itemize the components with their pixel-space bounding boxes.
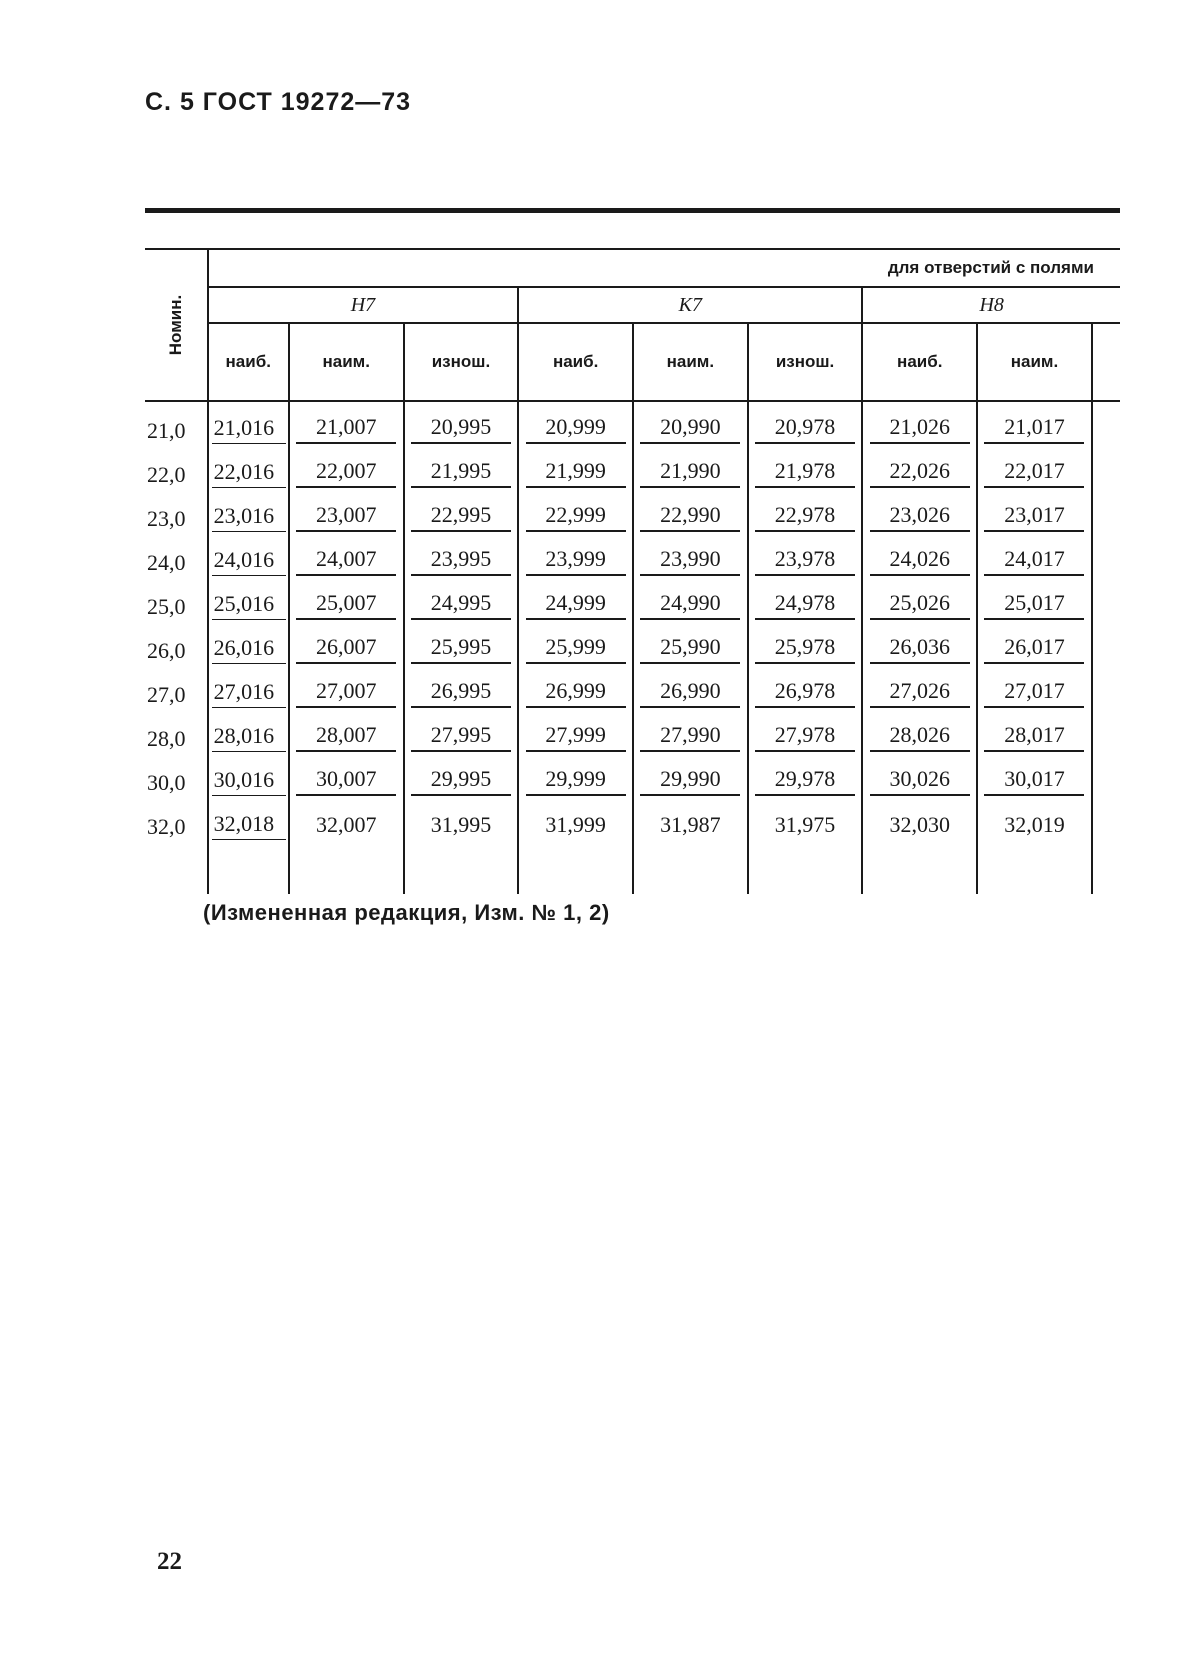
empty-cell [1092, 490, 1120, 534]
tolerance-table [145, 248, 1120, 894]
value-cell [748, 401, 863, 446]
value-cell [748, 534, 863, 578]
sub-header-h7-1: наим. [289, 323, 404, 401]
value-text: 29,990 [640, 766, 740, 796]
value-text: 30,007 [296, 766, 396, 796]
value-cell [289, 401, 404, 446]
value-cell [862, 710, 977, 754]
empty-cell [1092, 622, 1120, 666]
value-cell [289, 534, 404, 578]
value-cell [862, 401, 977, 446]
value-text: 22,978 [755, 502, 855, 532]
value-text: 28,017 [984, 722, 1084, 752]
value-text: 23,026 [870, 502, 970, 532]
empty-cell [1092, 798, 1120, 842]
value-text: 21,990 [640, 458, 740, 488]
value-text: 27,026 [870, 678, 970, 708]
value-cell [289, 798, 404, 842]
value-cell [518, 534, 633, 578]
value-text: 32,007 [315, 812, 377, 837]
nominal-cell: 23,0 [145, 490, 208, 534]
value-cell [404, 754, 519, 798]
value-cell [977, 490, 1092, 534]
group-header-h8: H8 [862, 287, 1120, 323]
value-text: 23,016 [212, 503, 286, 532]
value-cell [518, 666, 633, 710]
filler-cell [404, 842, 519, 894]
value-cell [633, 754, 748, 798]
value-text: 24,007 [296, 546, 396, 576]
value-cell [208, 710, 289, 754]
sub-header-k7-2: изнош. [748, 323, 863, 401]
value-text: 26,999 [526, 678, 626, 708]
value-cell [862, 534, 977, 578]
super-header: для отверстий с полями [208, 249, 1120, 287]
value-text: 21,026 [870, 414, 970, 444]
value-text: 24,990 [640, 590, 740, 620]
tolerance-table-container [145, 248, 1120, 894]
value-cell [748, 754, 863, 798]
value-text: 24,016 [212, 547, 286, 576]
value-cell [518, 754, 633, 798]
value-cell [748, 710, 863, 754]
value-cell [404, 622, 519, 666]
value-cell [208, 798, 289, 842]
value-text: 21,016 [212, 415, 286, 444]
sub-header-h7-0: наиб. [208, 323, 289, 401]
value-cell [977, 401, 1092, 446]
empty-cell [1092, 534, 1120, 578]
value-text: 25,007 [296, 590, 396, 620]
nominal-cell: 32,0 [145, 798, 208, 842]
value-cell [518, 490, 633, 534]
value-cell [208, 534, 289, 578]
value-text: 28,026 [870, 722, 970, 752]
value-cell [518, 798, 633, 842]
value-cell [404, 534, 519, 578]
value-text: 24,978 [755, 590, 855, 620]
nominal-cell: 24,0 [145, 534, 208, 578]
value-cell [977, 578, 1092, 622]
value-text: 25,999 [526, 634, 626, 664]
value-cell [748, 490, 863, 534]
revision-note: (Измененная редакция, Изм. № 1, 2) [203, 900, 610, 925]
value-text: 26,990 [640, 678, 740, 708]
value-cell [289, 754, 404, 798]
group-header-k7: K7 [518, 287, 862, 323]
value-cell [208, 446, 289, 490]
value-text: 32,030 [889, 812, 950, 837]
value-cell [404, 578, 519, 622]
table-row [145, 798, 1120, 842]
top-rule [145, 208, 1120, 213]
value-cell [977, 446, 1092, 490]
value-text: 25,016 [212, 591, 286, 620]
nominal-cell: 26,0 [145, 622, 208, 666]
empty-cell [1092, 710, 1120, 754]
table-row [145, 666, 1120, 710]
filler-cell [208, 842, 289, 894]
nominal-header-cell [145, 249, 208, 401]
value-cell [633, 490, 748, 534]
value-text: 25,995 [411, 634, 511, 664]
value-text: 26,995 [411, 678, 511, 708]
value-text: 29,995 [411, 766, 511, 796]
value-cell [289, 490, 404, 534]
value-text: 22,990 [640, 502, 740, 532]
value-text: 26,017 [984, 634, 1084, 664]
value-text: 27,007 [296, 678, 396, 708]
value-cell [977, 622, 1092, 666]
value-cell [862, 578, 977, 622]
value-cell [748, 666, 863, 710]
page-header: С. 5 ГОСТ 19272—73 [145, 88, 412, 116]
value-text: 22,017 [984, 458, 1084, 488]
filler-row [145, 842, 1120, 894]
sub-header-h8-0: наиб. [862, 323, 977, 401]
table-row [145, 490, 1120, 534]
value-text: 23,999 [526, 546, 626, 576]
value-text: 21,978 [755, 458, 855, 488]
value-cell [518, 622, 633, 666]
value-text: 22,007 [296, 458, 396, 488]
value-text: 27,017 [984, 678, 1084, 708]
value-text: 21,999 [526, 458, 626, 488]
value-text: 24,026 [870, 546, 970, 576]
value-cell [404, 798, 519, 842]
value-cell [862, 666, 977, 710]
filler-cell [862, 842, 977, 894]
value-text: 26,978 [755, 678, 855, 708]
value-text: 27,995 [411, 722, 511, 752]
value-cell [977, 710, 1092, 754]
value-text: 20,990 [640, 414, 740, 444]
value-text: 28,007 [296, 722, 396, 752]
value-text: 31,999 [545, 812, 606, 837]
value-text: 27,990 [640, 722, 740, 752]
value-text: 25,026 [870, 590, 970, 620]
value-cell [748, 446, 863, 490]
value-cell [208, 622, 289, 666]
value-text: 21,017 [984, 414, 1084, 444]
sub-header-h8-1: наим. [977, 323, 1092, 401]
value-text: 21,995 [411, 458, 511, 488]
filler-cell [633, 842, 748, 894]
table-row [145, 534, 1120, 578]
value-text: 29,978 [755, 766, 855, 796]
value-cell [404, 446, 519, 490]
filler-cell [977, 842, 1092, 894]
value-text: 28,016 [212, 723, 286, 752]
value-cell [977, 534, 1092, 578]
value-cell [289, 578, 404, 622]
nominal-header: Номин. [165, 294, 185, 356]
value-text: 22,016 [212, 459, 286, 488]
value-cell [289, 710, 404, 754]
nominal-cell: 27,0 [145, 666, 208, 710]
value-text: 24,995 [411, 590, 511, 620]
value-cell [748, 798, 863, 842]
sub-header-k7-1: наим. [633, 323, 748, 401]
value-text: 29,999 [526, 766, 626, 796]
value-cell [862, 754, 977, 798]
value-text: 32,019 [1004, 812, 1065, 837]
value-text: 23,017 [984, 502, 1084, 532]
value-cell [633, 622, 748, 666]
value-cell [862, 622, 977, 666]
filler-cell [1092, 842, 1120, 894]
nominal-cell: 21,0 [145, 401, 208, 446]
table-row [145, 754, 1120, 798]
sub-header-row [145, 323, 1120, 401]
value-text: 30,017 [984, 766, 1084, 796]
value-cell [748, 578, 863, 622]
value-cell [404, 710, 519, 754]
empty-cell [1092, 401, 1120, 446]
value-cell [404, 401, 519, 446]
value-cell [208, 401, 289, 446]
value-cell [208, 754, 289, 798]
empty-cell [1092, 666, 1120, 710]
value-cell [977, 754, 1092, 798]
value-text: 25,978 [755, 634, 855, 664]
nominal-cell: 28,0 [145, 710, 208, 754]
value-text: 32,018 [212, 811, 286, 840]
sub-header-empty [1092, 323, 1120, 401]
value-text: 21,007 [296, 414, 396, 444]
value-text: 27,999 [526, 722, 626, 752]
filler-cell [145, 842, 208, 894]
value-cell [518, 710, 633, 754]
value-text: 31,987 [660, 812, 721, 837]
nominal-cell: 22,0 [145, 446, 208, 490]
value-text: 25,017 [984, 590, 1084, 620]
value-cell [404, 666, 519, 710]
value-cell [633, 798, 748, 842]
value-cell [633, 578, 748, 622]
value-text: 23,978 [755, 546, 855, 576]
page-number: 22 [157, 1548, 182, 1575]
value-cell [862, 446, 977, 490]
value-cell [289, 666, 404, 710]
value-text: 27,016 [212, 679, 286, 708]
value-text: 25,990 [640, 634, 740, 664]
value-text: 23,007 [296, 502, 396, 532]
value-text: 30,026 [870, 766, 970, 796]
filler-cell [289, 842, 404, 894]
value-cell [208, 578, 289, 622]
sub-header-k7-0: наиб. [518, 323, 633, 401]
value-text: 22,995 [411, 502, 511, 532]
value-text: 27,978 [755, 722, 855, 752]
nominal-cell: 30,0 [145, 754, 208, 798]
value-text: 26,016 [212, 635, 286, 664]
value-text: 22,026 [870, 458, 970, 488]
filler-cell [748, 842, 863, 894]
table-row [145, 578, 1120, 622]
table-row [145, 622, 1120, 666]
value-text: 22,999 [526, 502, 626, 532]
value-text: 23,995 [411, 546, 511, 576]
group-header-h7: H7 [208, 287, 519, 323]
value-text: 23,990 [640, 546, 740, 576]
value-text: 26,036 [870, 634, 970, 664]
value-cell [633, 446, 748, 490]
value-text: 31,975 [774, 812, 836, 837]
nominal-cell: 25,0 [145, 578, 208, 622]
table-row [145, 710, 1120, 754]
value-text: 20,999 [526, 414, 626, 444]
value-text: 31,995 [430, 812, 492, 837]
value-cell [404, 490, 519, 534]
value-text: 20,978 [755, 414, 855, 444]
sub-header-h7-2: изнош. [404, 323, 519, 401]
value-cell [748, 622, 863, 666]
value-cell [289, 446, 404, 490]
value-cell [977, 798, 1092, 842]
value-text: 30,016 [212, 767, 286, 796]
value-cell [208, 666, 289, 710]
value-cell [518, 446, 633, 490]
value-cell [208, 490, 289, 534]
value-cell [862, 490, 977, 534]
group-header-row [145, 287, 1120, 323]
value-cell [289, 622, 404, 666]
empty-cell [1092, 578, 1120, 622]
value-cell [633, 710, 748, 754]
value-text: 24,999 [526, 590, 626, 620]
table-row [145, 446, 1120, 490]
value-cell [862, 798, 977, 842]
value-text: 26,007 [296, 634, 396, 664]
value-text: 24,017 [984, 546, 1084, 576]
value-cell [518, 401, 633, 446]
value-text: 20,995 [411, 414, 511, 444]
table-row [145, 401, 1120, 446]
value-cell [633, 401, 748, 446]
value-cell [977, 666, 1092, 710]
filler-cell [518, 842, 633, 894]
value-cell [518, 578, 633, 622]
table-body [145, 401, 1120, 894]
empty-cell [1092, 446, 1120, 490]
empty-cell [1092, 754, 1120, 798]
value-cell [633, 534, 748, 578]
value-cell [633, 666, 748, 710]
